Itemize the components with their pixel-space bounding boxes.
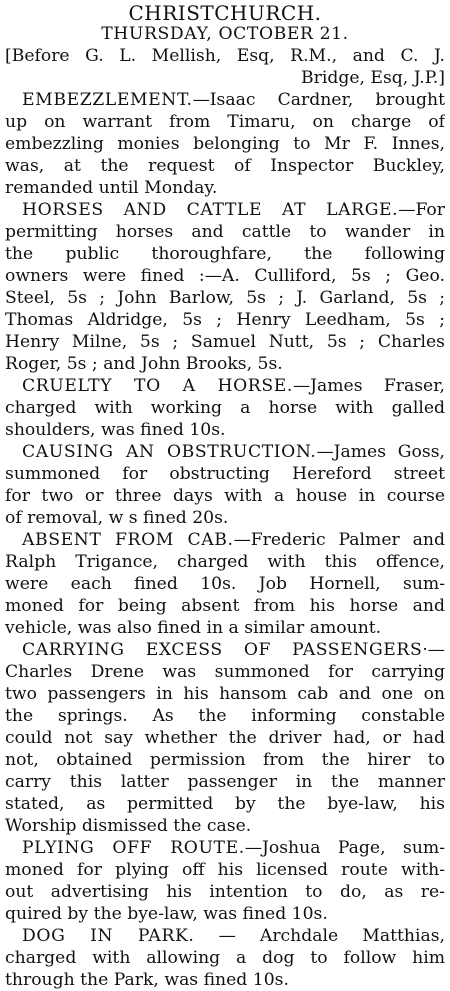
paragraph-lead-text: —For	[398, 200, 445, 220]
paragraph-lead-text: ·—	[422, 640, 445, 660]
paragraph-lead	[22, 375, 445, 397]
bench-line: [Before G. L. Mellish, Esq, R.M., and C. J.	[5, 46, 445, 66]
paragraph-line: stated, as permitted by the bye-law, his	[5, 794, 445, 814]
paragraph-line: shoulders, was fined 10s.	[5, 420, 226, 440]
paragraph-heading: HORSES AND CATTLE AT LARGE.	[22, 200, 399, 220]
paragraph-lead	[22, 199, 445, 221]
paragraph-line: through the Park, was fined 10s.	[5, 970, 289, 990]
bench-line: Bridge, Esq, J.P.]	[300, 68, 445, 88]
paragraph-heading: CRUELTY TO A HORSE.	[22, 376, 293, 396]
paragraph-line: the public thoroughfare, the following	[5, 244, 445, 264]
paragraph-lead	[22, 89, 445, 111]
paragraph-line: embezzling monies belonging to Mr F. Innes,	[5, 134, 445, 154]
paragraph-line: Henry Milne, 5s ; Samuel Nutt, 5s ; Charles	[5, 332, 445, 352]
paragraph-line: could not say whether the driver had, or had	[5, 728, 445, 748]
paragraph-line: moned for being absent from his horse and	[5, 596, 445, 616]
paragraph-line: two passengers in his hansom cab and one on	[5, 684, 445, 704]
dateline	[5, 23, 445, 45]
paragraph-line: owners were fined :—A. Culliford, 5s ; Geo.	[5, 266, 445, 286]
paragraph-line: up on warrant from Timaru, on charge of	[5, 112, 445, 132]
paragraph-line: were each fined 10s. Job Hornell, sum-	[5, 574, 445, 594]
paragraph-line: carry this latter passenger in the manner	[5, 772, 445, 792]
paragraph-line: the springs. As the informing constable	[5, 706, 445, 726]
paragraph-line: permitting horses and cattle to wander in	[5, 222, 445, 242]
paragraph-lead-text: —Frederic Palmer and	[233, 530, 445, 550]
paragraph-lead-text: —James Fraser,	[292, 376, 445, 396]
paragraph-lead	[22, 529, 445, 551]
paragraph-line: Thomas Aldridge, 5s ; Henry Leedham, 5s ;	[5, 310, 445, 330]
paragraph-heading: PLYING OFF ROUTE.	[22, 838, 245, 858]
paragraph-line: summoned for obstructing Hereford street	[5, 464, 445, 484]
paragraph-line: for two or three days with a house in course	[5, 486, 445, 506]
paragraph-lead	[22, 925, 445, 947]
paragraph-lead-text: —Joshua Page, sum-	[244, 838, 445, 858]
paragraph-line: charged with working a horse with galled	[5, 398, 445, 418]
paragraph-line: Roger, 5s ; and John Brooks, 5s.	[5, 354, 283, 374]
paragraph-line: Ralph Trigance, charged with this offence,	[5, 552, 445, 572]
paragraph-line: moned for plying off his licensed route with-	[5, 860, 445, 880]
paragraph-line: charged with allowing a dog to follow him	[5, 948, 445, 968]
paragraph-line: not, obtained permission from the hirer to	[5, 750, 445, 770]
paragraph-line: Steel, 5s ; John Barlow, 5s ; J. Garland, 5s ;	[5, 288, 445, 308]
paragraph-heading: CAUSING AN OBSTRUCTION.	[22, 442, 317, 462]
paragraph-lead	[22, 639, 445, 661]
paragraph-lead	[22, 837, 445, 859]
paragraph-line: vehicle, was also fined in a similar amount.	[5, 618, 382, 638]
paragraph-line: remanded until Monday.	[5, 178, 218, 198]
paragraph-line: of removal, w s fined 20s.	[5, 508, 229, 528]
paragraph-line: out advertising his intention to do, as re-	[5, 882, 445, 902]
paragraph-lead-text: — Archdale Matthias,	[194, 926, 445, 946]
paragraph-lead	[22, 441, 445, 463]
article-title: CHRISTCHURCH.	[128, 2, 322, 24]
paragraph-lead-text: —James Goss,	[316, 442, 445, 462]
paragraph-heading: DOG IN PARK.	[22, 926, 195, 946]
paragraph-line: Worship dismissed the case.	[5, 816, 252, 836]
paragraph-lead-text: —Isaac Cardner, brought	[192, 90, 445, 110]
paragraph-heading: EMBEZZLEMENT.	[22, 90, 193, 110]
dateline-text: THURSDAY, OCTOBER 21.	[101, 24, 349, 44]
paragraph-line: quired by the bye-law, was fined 10s.	[5, 904, 328, 924]
paragraph-line: Charles Drene was summoned for carrying	[5, 662, 445, 682]
paragraph-heading: CARRYING EXCESS OF PASSENGERS	[22, 640, 423, 660]
paragraph-heading: ABSENT FROM CAB.	[22, 530, 234, 550]
paragraph-line: was, at the request of Inspector Buckley,	[5, 156, 445, 176]
